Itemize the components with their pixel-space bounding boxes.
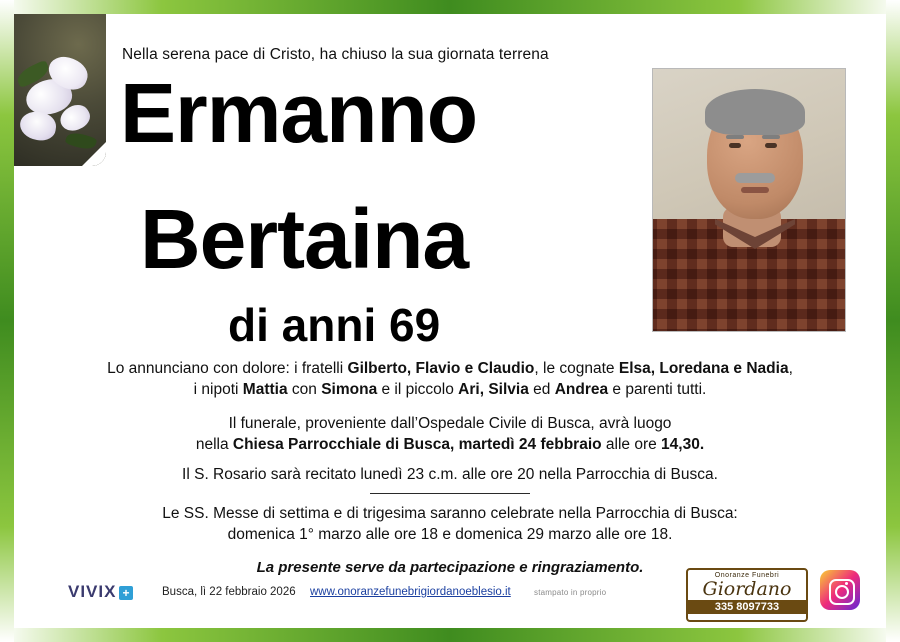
flower-corner-image: [14, 14, 106, 166]
announce-nephew-1: Mattia: [242, 381, 288, 398]
footer: [14, 564, 886, 628]
announce-sisters-in-law: Elsa, Loredana e Nadia: [618, 360, 789, 377]
masses-line-1: Le SS. Messe di settima e di trigesima saranno celebrate nella Parrocchia di Busca:: [162, 505, 738, 522]
divider: [370, 493, 530, 494]
place-date: Busca, lì 22 febbraio 2026: [162, 586, 296, 598]
announce-nephew-4: Andrea: [554, 381, 609, 398]
lead-line: Nella serena pace di Cristo, ha chiuso la sua giornata terrena: [122, 46, 549, 63]
announce-2i: e parenti tutti.: [608, 381, 707, 398]
announce-2e: e il piccolo: [377, 381, 459, 398]
rosary-line: Il S. Rosario sarà recitato lunedì 23 c.m. alle ore 20 nella Parrocchia di Busca.: [182, 466, 718, 483]
funeral-line-2: [14, 434, 886, 455]
announce-nephew-2: Simona: [321, 381, 378, 398]
funeral-line-1: Il funerale, proveniente dall’Ospedale Civile di Busca, avrà luogo: [228, 415, 672, 432]
funeral-church: Chiesa Parrocchiale di Busca, martedì 24 febbraio: [232, 436, 602, 453]
deceased-age: di anni 69: [228, 299, 441, 351]
print-note: stampato in proprio: [534, 588, 607, 597]
funeral-time: 14,30.: [661, 436, 705, 453]
vivix-logo: [68, 582, 133, 602]
notice-body: [14, 358, 886, 576]
announce-2c: con: [287, 381, 322, 398]
announce-1c: , le cognate: [534, 360, 619, 377]
frame-left-border: [0, 0, 14, 642]
deceased-last-name: Bertaina: [140, 192, 469, 286]
announce-1e: ,: [788, 360, 793, 377]
frame-top-border: [0, 0, 900, 14]
deceased-first-name: Ermanno: [120, 66, 478, 160]
announce-brothers: Gilberto, Flavio e Claudio: [347, 360, 535, 377]
announcement-line-1: [14, 358, 886, 379]
website-link[interactable]: www.onoranzefunebrigiordanoeblesio.it: [310, 586, 511, 598]
frame-right-border: [886, 0, 900, 642]
agency-logo: [686, 568, 808, 622]
announce-2g: ed: [528, 381, 555, 398]
funeral-2a: nella: [195, 436, 233, 453]
announcement-line-2: [14, 379, 886, 400]
agency-title: Onoranze Funebri: [714, 572, 780, 579]
agency-name: Giordano: [702, 578, 792, 600]
frame-bottom-border: [0, 628, 900, 642]
instagram-icon[interactable]: [820, 570, 860, 610]
closing-note: La presente serve da partecipazione e ringraziamento.: [256, 559, 644, 576]
agency-phone: 335 8097733: [688, 600, 806, 614]
portrait-photo: [652, 68, 846, 332]
vivix-text: VIVIX: [68, 582, 117, 601]
funeral-2c: alle ore: [601, 436, 662, 453]
announce-nephew-3: Ari, Silvia: [458, 381, 529, 398]
masses-line-2: domenica 1° marzo alle ore 18 e domenica 29 marzo alle ore 18.: [227, 526, 673, 543]
announce-1a: Lo annunciano con dolore: i fratelli: [107, 360, 348, 377]
vivix-plus-badge: +: [119, 586, 133, 600]
announce-2a: i nipoti: [193, 381, 243, 398]
